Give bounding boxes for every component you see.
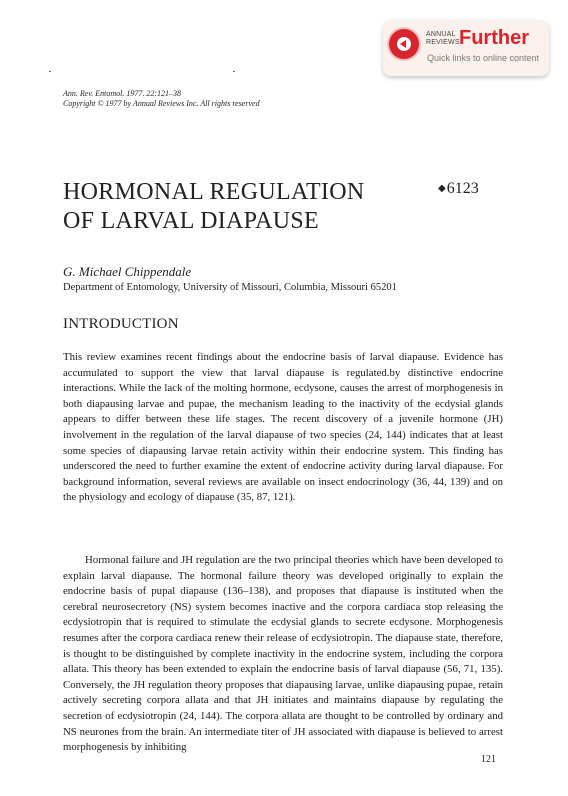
copyright-line: Copyright © 1977 by Annual Reviews Inc. All rights reserved [63, 99, 260, 108]
author-name: G. Michael Chippendale [63, 264, 192, 279]
author-affiliation: Department of Entomology, University of Missouri, Columbia, Missouri 65201 [63, 282, 397, 293]
badge-annual-label: ANNUAL [426, 31, 456, 38]
title-line-1: HORMONAL REGULATION [63, 179, 365, 205]
body-paragraph: This review examines recent findings about the endocrine basis of larval diapause. Evidence has accumulated to support the view that larval diapause is regulated.by distinctive endocrine interactions. While the lack of the molting hormone, ecdysone, causes the arrest of morphogenesis in both diapausing larvae and pupae, the mechanism leading to the inactivity of the ecdysial glands appears to differ between these life stages. The recent discovery of a juvenile hormone (JH) involvement in the regulation of the larval diapause of two species (24, 144) indicates that at least some species of diapausing larvae retain activity within their endocrine system. This finding has underscored the need to further examine the extent of endocrine activity during larval diapause. For background information, several reviews are available on insect endocrinology (36, 44, 139) and on the physiology and ecology of diapause (35, 87, 121). [63, 351, 503, 504]
page-number: 121 [481, 754, 496, 765]
publication-number [438, 180, 479, 198]
further-logo-icon [389, 29, 419, 59]
scan-speck [233, 71, 235, 72]
diamond-icon: ◆ [438, 183, 446, 194]
annual-reviews-further-badge[interactable] [383, 20, 549, 76]
badge-subtext: Quick links to online content [427, 53, 540, 63]
citation-line: Ann. Rev. Entomol. 1977. 22:121–38 [63, 89, 182, 98]
title-line-2: OF LARVAL DIAPAUSE [63, 208, 319, 234]
badge-further-label: Further [459, 27, 529, 49]
body-paragraph: Hormonal failure and JH regulation are the two principal theories which have been developed to explain larval diapause. The hormonal failure theory was developed originally to explain the endocrine basis of pupal diapause (136–138), and proposes that diapause is instituted when the cerebral neurosecretory (NS) system becomes inactive and the corpora cardiaca stop releasing the ecdysiotropin that is required to stimulate the ecdysial glands to secrete ecdysone. Morphogenesis resumes after the corpora cardiaca renew their release of ecdysiotropin. The diapause state, therefore, is thought to be distinguished by complete inactivity in the endocrine system, including the corpora allata. This theory has been extended to explain the endocrine basis of larval diapause (56, 71, 135). Conversely, the JH regulation theory proposes that diapausing larvae, unlike diapausing pupae, retain actively secreting corpora allata and that JH initiates and maintains diapause by regulating the secretion of ecdysiotropin (24, 144). The corpora allata are thought to be controlled by ordinary and NS neurones from the brain. An intermediate titer of JH associated with diapause is believed to arrest morphogenesis by inhibiting [63, 554, 503, 754]
badge-reviews-label: REVIEWS [426, 39, 460, 46]
article-title [63, 178, 364, 236]
section-heading: INTRODUCTION [63, 316, 179, 332]
publication-number-value: 6123 [446, 180, 479, 197]
scan-speck [49, 71, 51, 72]
